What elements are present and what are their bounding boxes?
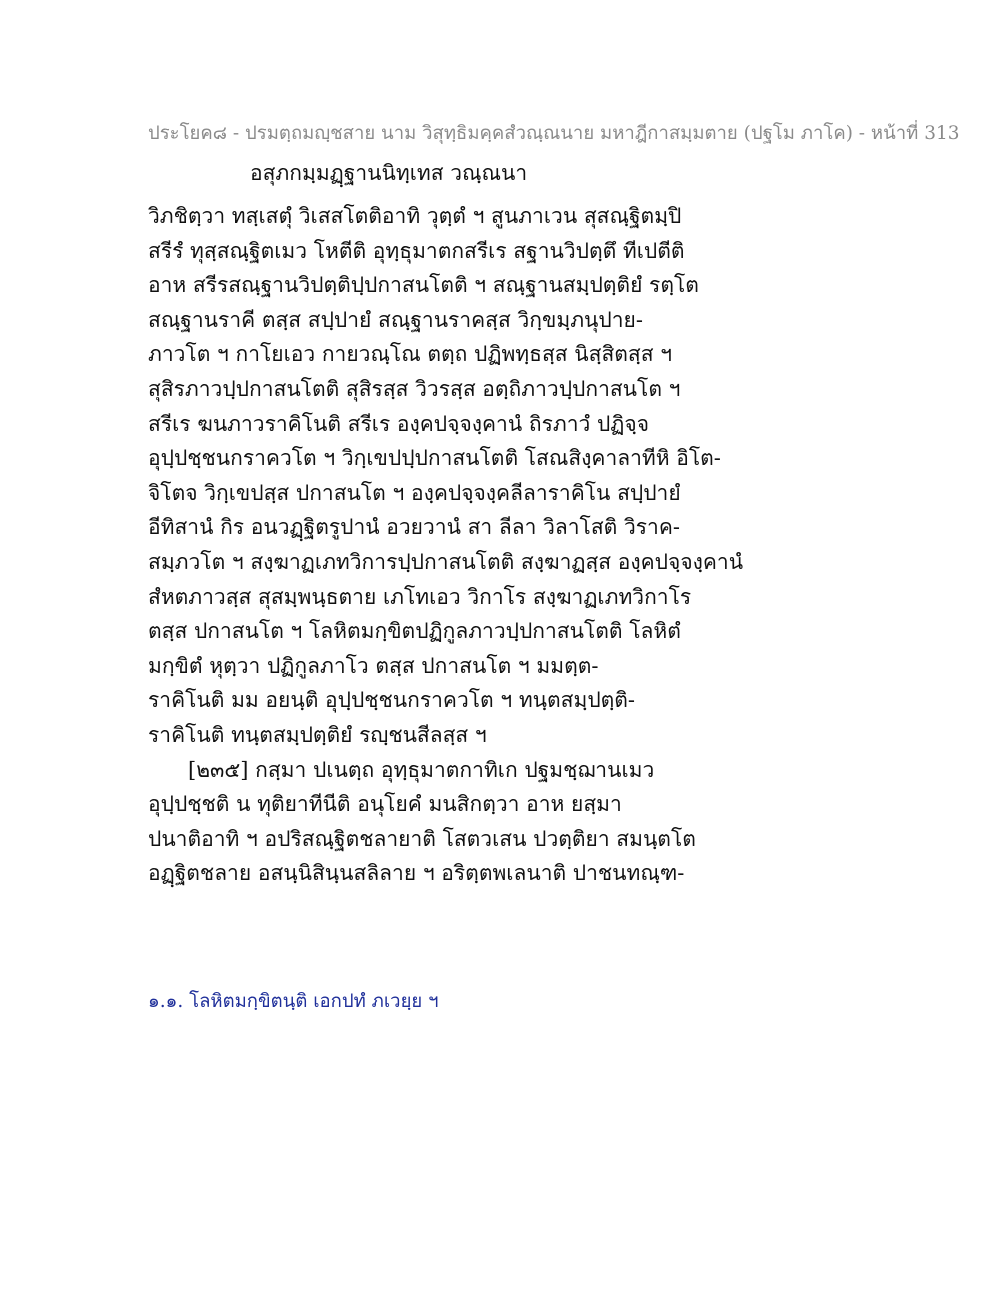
text-line: อุปฺปชฺชติ น ทุติยาทีนีติ อนุโยคํ มนสิกตฺวา อาห ยสฺมา: [148, 792, 622, 817]
text-line: ภาวโต ฯ กาโยเอว กายวณฺโณ ตตฺถ ปฏิพทฺธสฺส นิสฺสิตสฺส ฯ: [148, 342, 672, 367]
text-line: จิโตจ วิกฺเขปสฺส ปกาสนโต ฯ องฺคปจฺจงฺคลีลาราคิโน สปฺปายํ: [148, 480, 681, 505]
paragraph-start-line: [๒๓๕] กสฺมา ปเนตฺถ อุทฺธุมาตกาทิเก ปฐมชฺฌานเมว: [188, 757, 655, 782]
body-text: [148, 199, 744, 891]
text-line: สุสิรภาวปฺปกาสนโตติ สุสิรสฺส วิวรสฺส อตฺถิภาวปฺปกาสนโต ฯ: [148, 376, 681, 401]
text-line: อาห สรีรสณฺฐานวิปตฺติปฺปกาสนโตติ ฯ สณฺฐานสมฺปตฺติยํ รตฺโต: [148, 273, 699, 298]
text-line: ราคิโนติ มม อยนฺติ อุปฺปชฺชนกราควโต ฯ ทนฺตสมฺปตฺติ-: [148, 688, 636, 713]
text-line: สณฺฐานราคี ตสฺส สปฺปายํ สณฺฐานราคสฺส วิกฺขมฺภนุปาย-: [148, 307, 643, 332]
text-line: สมฺภวโต ฯ สงฺฆาฏเภทวิการปฺปกาสนโตติ สงฺฆาฏสฺส องฺคปจฺจงฺคานํ: [148, 549, 744, 574]
text-line: สํหตภาวสฺส สุสมฺพนฺธตาย เภโทเอว วิกาโร สงฺฆาฏเภทวิกาโร: [148, 584, 692, 609]
text-line: อุปฺปชฺชนกราควโต ฯ วิกฺเขปปฺปกาสนโตติ โสณสิงฺคาลาทีหิ อิโต-: [148, 446, 721, 471]
page-header: ประโยค๘ - ปรมตฺถมญฺชสาย นาม วิสุทฺธิมคฺคสํวณฺณนาย มหาฎีกาสมฺมตาย (ปฐโม ภาโค) - หน้าที่ 313: [148, 123, 960, 144]
text-line: สรีรํ ทุสฺสณฺฐิตเมว โหตีติ อุทฺธุมาตกสรีเร สฐานวิปตฺตึ ทีเปตีติ: [148, 238, 685, 263]
footnote: ๑.๑. โลหิตมกฺขิตนฺติ เอกปทํ ภเวยฺย ฯ: [148, 991, 439, 1012]
text-line: อีทิสานํ กิร อนวฏฺฐิตรูปานํ อวยวานํ สา ลีลา วิลาโสติ วิราค-: [148, 515, 680, 540]
text-line: สรีเร ฆนภาวราคิโนติ สรีเร องฺคปจฺจงฺคานํ ถิรภาวํ ปฏิจฺจ: [148, 411, 650, 436]
text-line: ปนาติอาทิ ฯ อปริสณฺฐิตชลายาติ โสตวเสน ปวตฺติยา สมนฺตโต: [148, 826, 696, 851]
text-line: ตสฺส ปกาสนโต ฯ โลหิตมกฺขิตปฏิกูลภาวปฺปกาสนโตติ โลหิตํ: [148, 619, 681, 644]
text-line: อฏฺฐิตชลาย อสนฺนิสินฺนสลิลาย ฯ อริตฺตพเลนาติ ปาชนทณฺฑ-: [148, 861, 685, 886]
text-line: มกฺขิตํ หุตฺวา ปฏิกูลภาโว ตสฺส ปกาสนโต ฯ มมตฺต-: [148, 653, 599, 678]
text-line: ราคิโนติ ทนฺตสมฺปตฺติยํ รญฺชนสีลสฺส ฯ: [148, 722, 487, 747]
section-title: อสุภกมฺมฏฺฐานนิทฺเทส วณฺณนา: [250, 161, 528, 185]
text-line: วิภชิตฺวา ทสฺเสตุํ วิเสสโตติอาทิ วุตฺตํ ฯ สูนภาเวน สุสณฺฐิตมฺปิ: [148, 204, 682, 228]
